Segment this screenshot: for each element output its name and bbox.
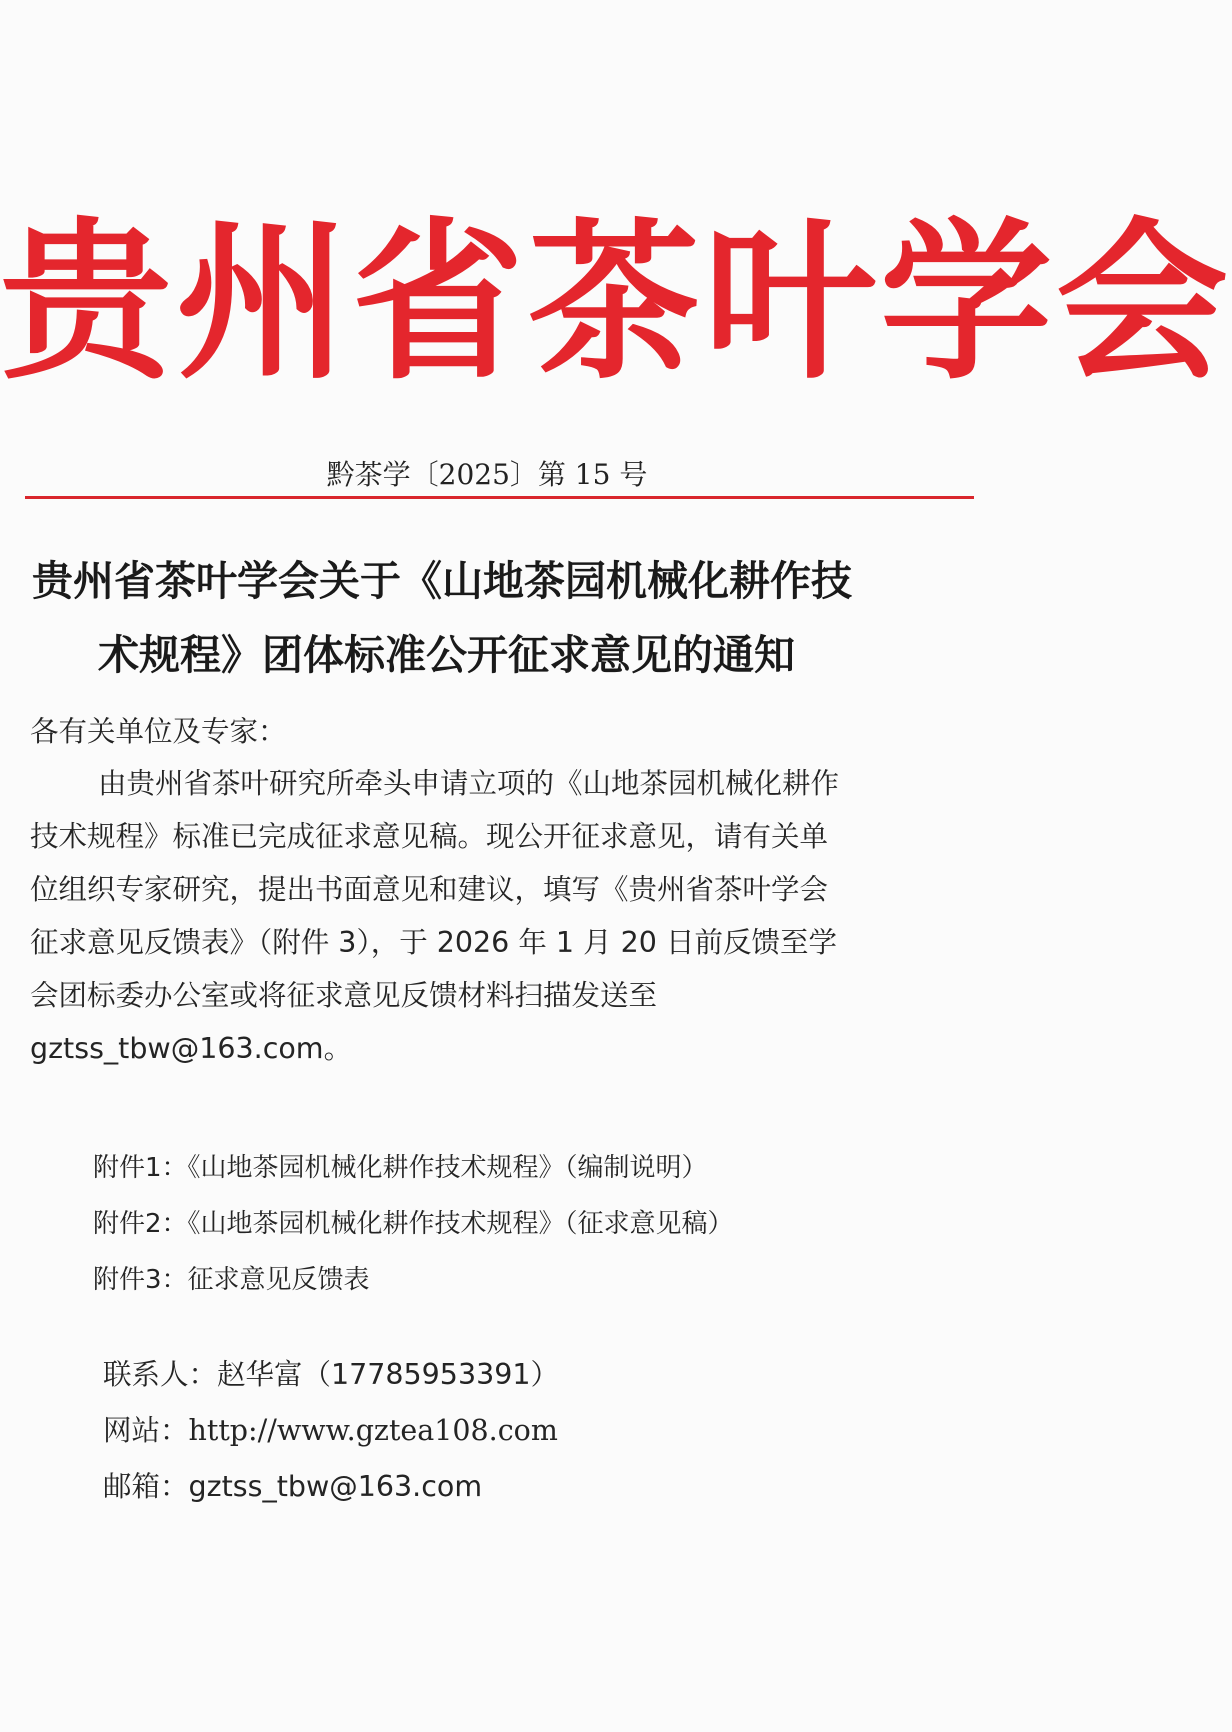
notice-title — [32, 544, 952, 692]
paragraph-line: gztss_tbw@163.com。 — [30, 1032, 353, 1065]
paragraph-line: 会团标委办公室或将征求意见反馈材料扫描发送至 — [30, 979, 658, 1012]
document-number: 黔茶学〔2025〕第 15 号 — [326, 458, 648, 491]
website-link[interactable]: http://www.gztea108.com — [188, 1414, 558, 1447]
contact-person-label: 联系人： — [103, 1358, 218, 1391]
contact-person-row — [103, 1347, 559, 1403]
email-row — [103, 1459, 559, 1515]
attachment-item: 附件3：征求意见反馈表 — [93, 1265, 370, 1295]
website-row — [103, 1403, 559, 1459]
org-header-title: 贵州省茶叶学会 — [0, 202, 1232, 403]
email-link[interactable]: gztss_tbw@163.com — [188, 1470, 483, 1503]
contact-person-value: 赵华富（17785953391） — [217, 1358, 559, 1391]
attachment-item: 附件1：《山地茶园机械化耕作技术规程》（编制说明） — [93, 1153, 708, 1183]
attachments-list — [93, 1140, 734, 1308]
contact-info — [103, 1347, 559, 1515]
salutation: 各有关单位及专家： — [30, 715, 287, 748]
website-label: 网站： — [103, 1414, 189, 1447]
notice-title-line-2: 术规程》团体标准公开征求意见的通知 — [98, 631, 795, 679]
paragraph-line: 由贵州省茶叶研究所牵头申请立项的《山地茶园机械化耕作 — [98, 767, 840, 800]
paragraph-line: 征求意见反馈表》（附件 3），于 2026 年 1 月 20 日前反馈至学 — [30, 926, 837, 959]
notice-paragraph — [30, 757, 950, 1075]
red-divider — [25, 496, 974, 499]
attachment-item: 附件2：《山地茶园机械化耕作技术规程》（征求意见稿） — [93, 1209, 734, 1239]
notice-title-line-1: 贵州省茶叶学会关于《山地茶园机械化耕作技 — [32, 557, 852, 605]
paragraph-line: 技术规程》标准已完成征求意见稿。现公开征求意见，请有关单 — [30, 820, 829, 853]
paragraph-line: 位组织专家研究，提出书面意见和建议，填写《贵州省茶叶学会 — [30, 873, 829, 906]
email-label: 邮箱： — [103, 1470, 189, 1503]
